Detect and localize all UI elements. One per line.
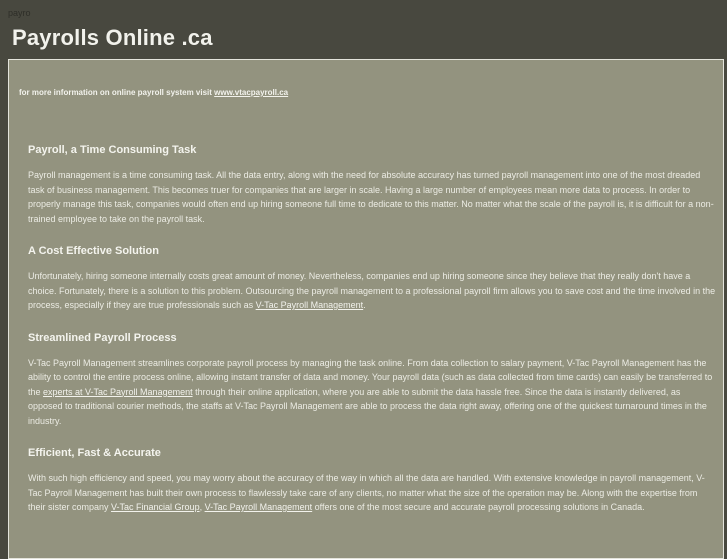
article-sections	[28, 144, 716, 534]
vtac-payroll-management-link[interactable]: V-Tac Payroll Management	[255, 300, 364, 310]
text-span: offers one of the most secure and accurate payroll processing solutions in Canada.	[312, 502, 645, 512]
vtac-financial-group-link[interactable]: V-Tac Financial Group	[111, 502, 200, 512]
section-efficient	[28, 447, 716, 515]
info-text: for more information on online payroll system visit	[19, 88, 215, 97]
header-tiny-label: payro	[8, 8, 31, 18]
site-title: Payrolls Online .ca	[12, 25, 213, 50]
text-span: through their online application, where you are able to submit the data hassle free. Since the data is instantly delivered, as opposed to traditional courier methods, the staffs at V-Tac Payroll Management are able to process the data right away, offering one of the quickest turnaround times in the industry.	[28, 386, 707, 426]
vtac-payroll-management-link-2[interactable]: V-Tac Payroll Management	[204, 502, 313, 512]
section-heading: Payroll, a Time Consuming Task	[28, 144, 197, 156]
text-span: ,	[199, 502, 205, 512]
text-span: .	[363, 300, 366, 310]
info-line	[19, 88, 288, 97]
section-heading: A Cost Effective Solution	[28, 245, 159, 257]
vtacpayroll-link[interactable]: www.vtacpayroll.ca	[214, 88, 289, 97]
text-span: V-Tac Payroll Management streamlines corporate payroll process by managing the task online. From data collection to salary payment, V-Tac Payroll Management has the ability to control the entire process online, allowing instant transfer of data and money. Your payroll data (such as data collected from time cards) can easily be transferred to the	[28, 357, 713, 397]
section-heading: Efficient, Fast & Accurate	[28, 447, 161, 459]
section-text	[28, 356, 716, 429]
section-streamlined	[28, 332, 716, 429]
section-text	[28, 269, 716, 313]
section-text	[28, 471, 716, 515]
experts-link[interactable]: experts at V-Tac Payroll Management	[43, 386, 193, 397]
section-time-consuming	[28, 144, 716, 226]
section-heading: Streamlined Payroll Process	[28, 331, 177, 344]
text-span: With such high efficiency and speed, you may worry about the accuracy of the way in which all the data are handled. With extensive knowledge in payroll management, V-Tac Payroll Management has built their own process to flawlessly take care of any clients, no matter what the size of the operation may be. Along with the expertise from their sister company	[28, 473, 705, 512]
text-span: Unfortunately, hiring someone internally costs great amount of money. Nevertheless, companies end up hiring someone since they believe that they really don't have a choice. Fortunately, there is a solution to this problem. Outsourcing the payroll management to a professional payroll firm allows you to save cost and the time involved in the process, especially if they are true professionals such as	[28, 271, 716, 310]
section-cost-effective	[28, 245, 716, 313]
section-text: Payroll management is a time consuming task. All the data entry, along with the need for absolute accuracy has turned payroll management into one of the most dreaded task of business management. This becomes truer for companies that are larger in scale. Having a large number of employees mean more data to process. In order to properly manage this task, companies would often end up hiring someone full time to dedicate to this matter. No matter what the scale of the payroll is, it is difficult for a non-trained employee to take on the payroll task.	[28, 170, 714, 224]
content-box	[8, 59, 724, 559]
